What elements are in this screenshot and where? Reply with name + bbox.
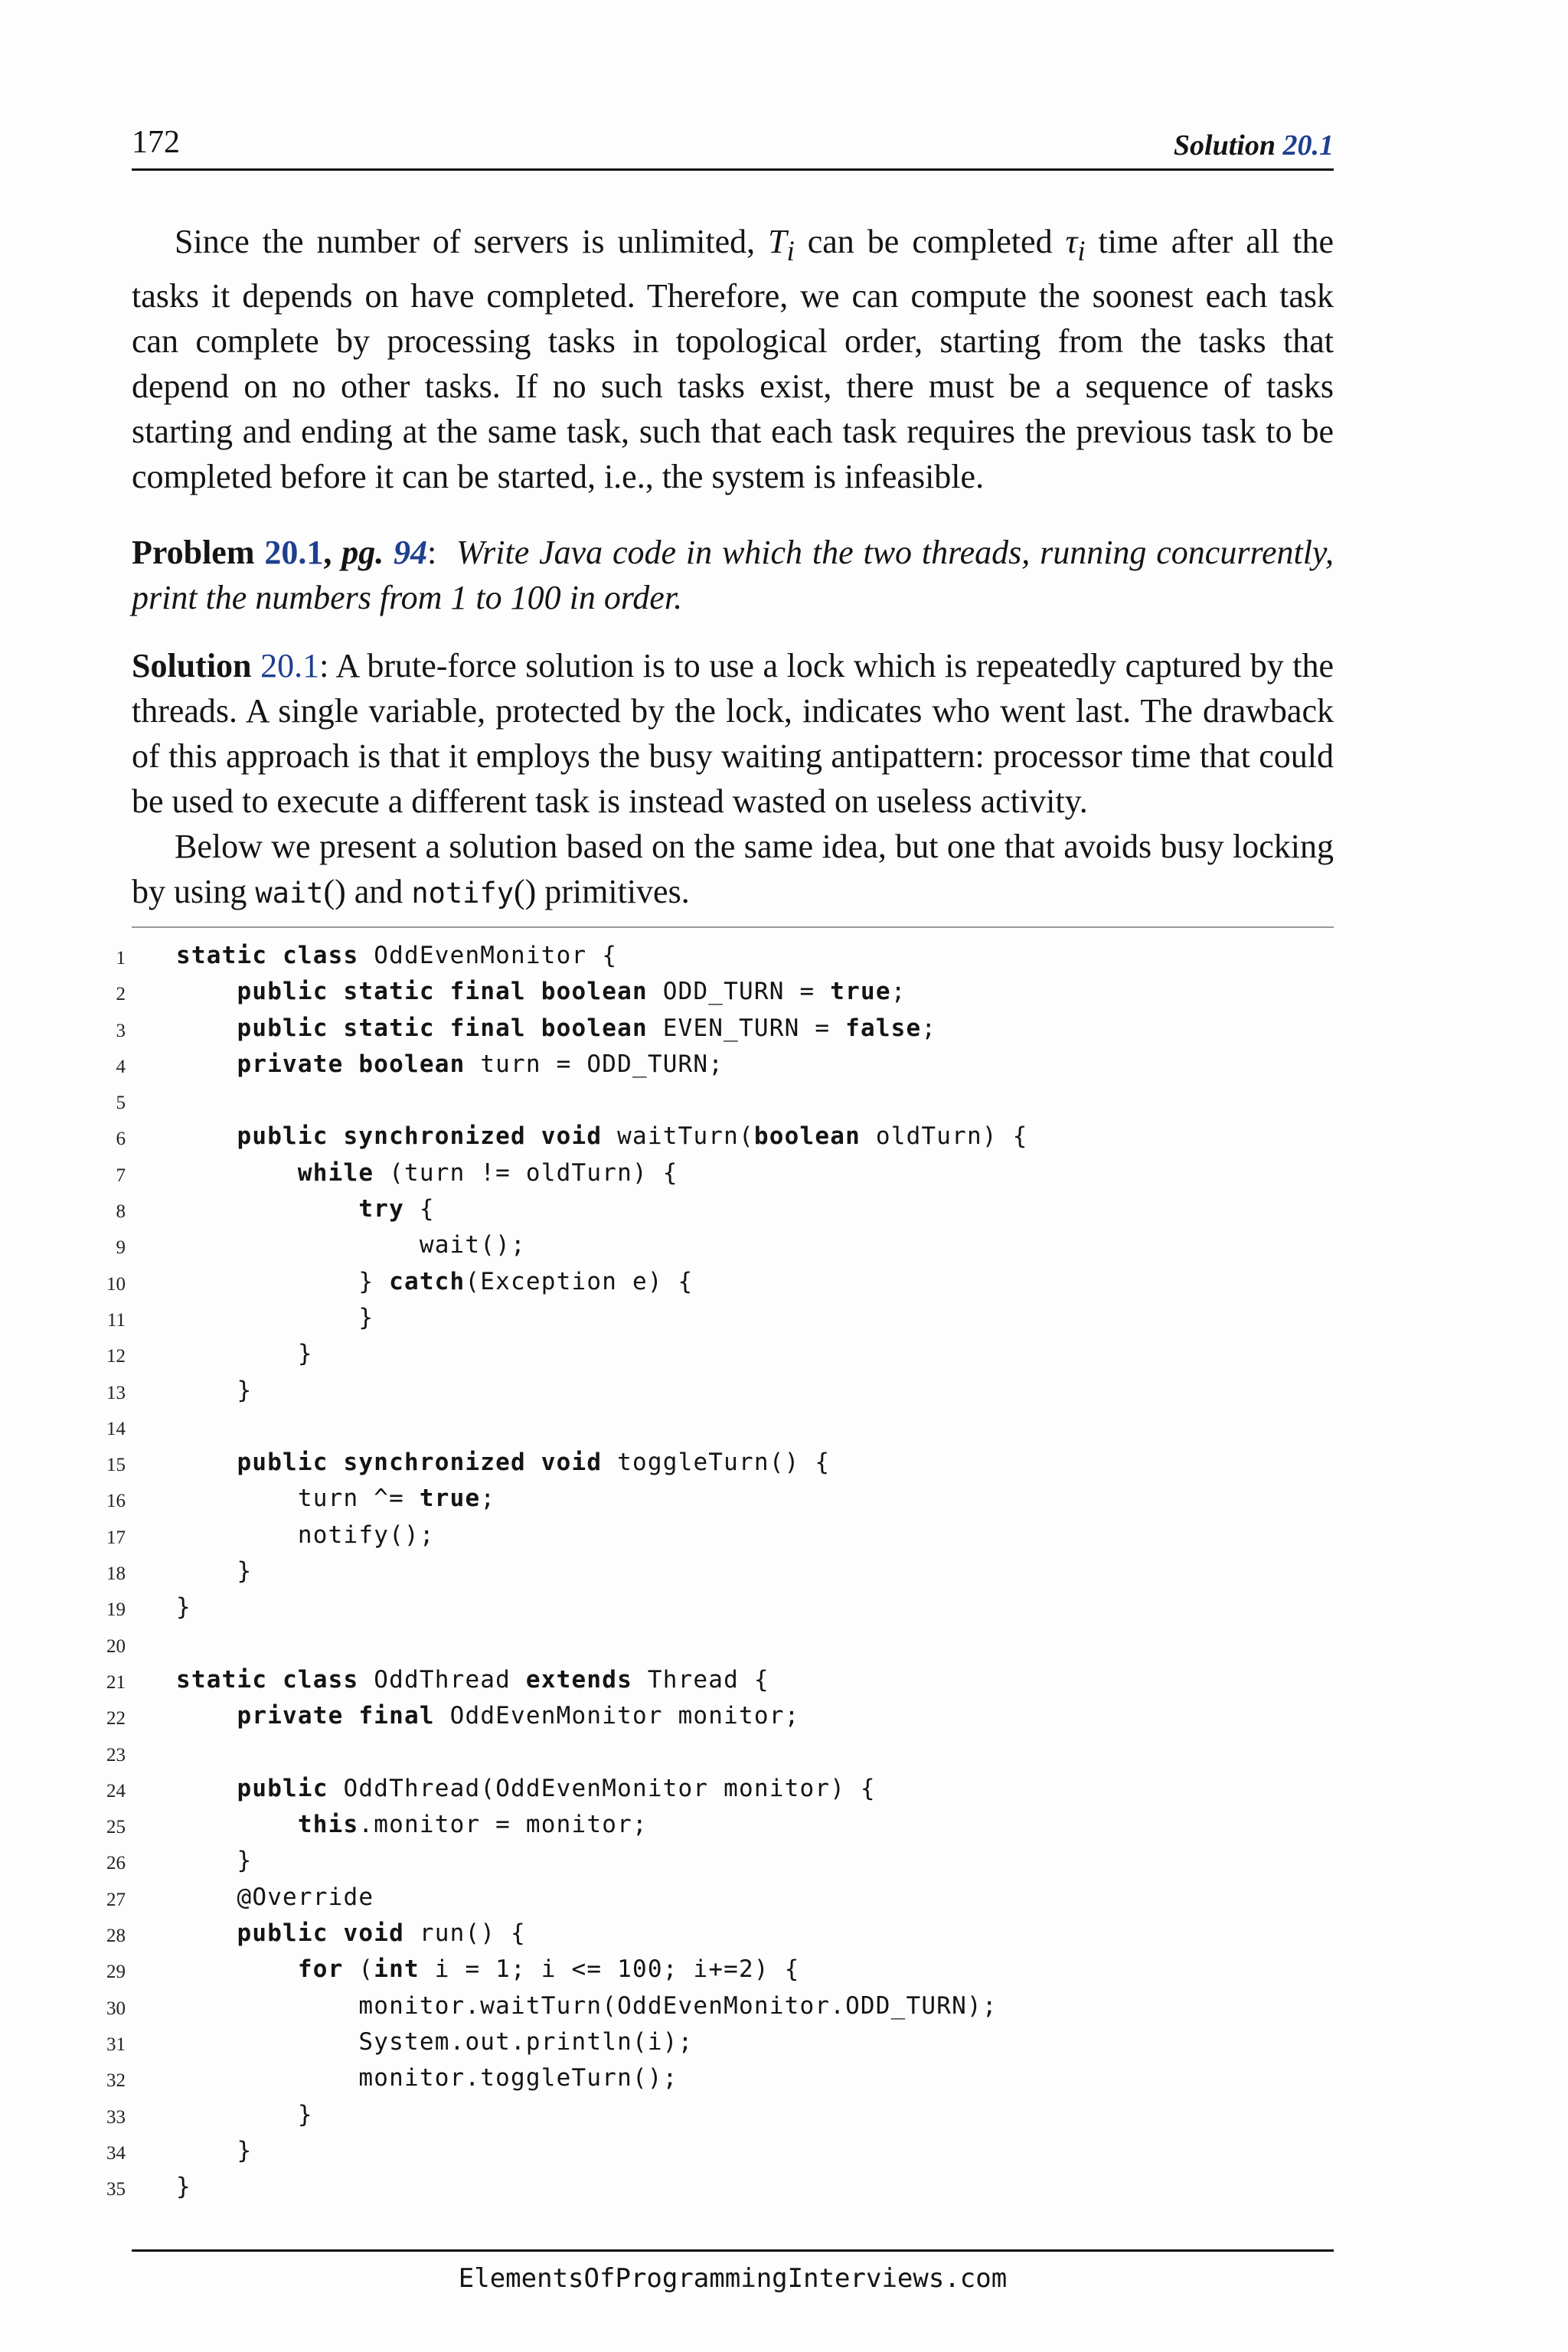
colon: : xyxy=(319,647,329,684)
code-line xyxy=(84,1915,1340,1951)
line-number: 25 xyxy=(106,1817,126,1838)
text-span: time after all the tasks it depends on have completed. Therefore, we can compute the soonest each task can complete by processing tasks in topological order, starting from the tasks that depend on no other tasks. If no such tasks exist, there must be a sequence of tasks starting and ending at the same task, such that each task requires the previous task to be completed before it can be started, i.e., the system is infeasible. xyxy=(132,223,1334,495)
code-text: } xyxy=(176,1340,313,1368)
code-line xyxy=(84,1517,1340,1553)
line-number: 26 xyxy=(106,1853,126,1874)
line-number: 10 xyxy=(106,1273,126,1295)
line-number: 18 xyxy=(106,1563,126,1585)
code-line xyxy=(84,1118,1340,1154)
code-line xyxy=(84,1879,1340,1915)
code-line xyxy=(84,1082,1340,1118)
code-line xyxy=(84,973,1340,1009)
code-top-rule xyxy=(132,926,1334,928)
code-line xyxy=(84,1408,1340,1444)
line-number: 13 xyxy=(106,1382,126,1403)
page-header xyxy=(132,122,1334,171)
code-text: monitor.toggleTurn(); xyxy=(358,2064,678,2092)
code-line xyxy=(84,937,1340,973)
code-line xyxy=(84,1589,1340,1625)
line-number: 12 xyxy=(106,1346,126,1367)
code-text: public synchronized void toggleTurn() { xyxy=(237,1449,831,1477)
line-number: 28 xyxy=(106,1926,126,1947)
line-number: 27 xyxy=(106,1889,126,1910)
code-text: try { xyxy=(358,1195,435,1223)
code-line xyxy=(84,1734,1340,1770)
code-text: turn ^= true; xyxy=(297,1485,496,1513)
code-text: } xyxy=(176,2173,191,2201)
page-ref-link[interactable]: 94 xyxy=(394,534,428,571)
colon: : xyxy=(427,534,437,571)
code-wait: wait xyxy=(255,877,324,910)
line-number: 7 xyxy=(116,1165,126,1186)
code-notify: notify xyxy=(411,877,514,910)
line-number: 4 xyxy=(116,1056,126,1077)
solution-body: A brute-force solution is to use a lock which is repeatedly captured by the threads. A single variable, protected by the lock, indicates who went last. The drawback of this approach is that it employs the busy waiting antipattern: processor time that could be used to execute a different task is instead wasted on useless activity. xyxy=(132,647,1334,820)
solution-text xyxy=(132,643,1334,916)
code-text: public void run() { xyxy=(237,1919,526,1948)
line-number: 19 xyxy=(106,1599,126,1621)
line-number: 31 xyxy=(106,2034,126,2055)
running-head xyxy=(1174,129,1334,162)
code-line xyxy=(84,1263,1340,1299)
code-text: wait(); xyxy=(419,1231,526,1259)
code-text: System.out.println(i); xyxy=(358,2027,694,2056)
line-number: 21 xyxy=(106,1671,126,1693)
line-number: 20 xyxy=(106,1635,126,1657)
code-line xyxy=(84,1697,1340,1733)
code-text: public static final boolean ODD_TURN = true; xyxy=(237,978,906,1006)
code-line xyxy=(84,1480,1340,1516)
line-number: 35 xyxy=(106,2179,126,2200)
line-number: 6 xyxy=(116,1129,126,1150)
problem-ref-link[interactable]: 20.1 xyxy=(264,534,324,571)
code-text: } xyxy=(176,1376,253,1404)
code-text: while (turn != oldTurn) { xyxy=(297,1158,678,1187)
code-line xyxy=(84,1191,1340,1227)
code-line xyxy=(84,1444,1340,1480)
line-number: 5 xyxy=(116,1093,126,1114)
line-number: 3 xyxy=(116,1020,126,1041)
code-text: notify(); xyxy=(297,1521,435,1549)
running-head-ref-link[interactable]: 20.1 xyxy=(1282,129,1334,162)
line-number: 23 xyxy=(106,1744,126,1766)
line-number: 30 xyxy=(106,1998,126,2019)
code-text: public static final boolean EVEN_TURN = false; xyxy=(237,1014,937,1042)
text-span: () and xyxy=(323,873,412,910)
code-line xyxy=(84,1842,1340,1878)
paragraph-topological xyxy=(132,219,1334,499)
text-span: Since the number of servers is unlimited, xyxy=(175,223,769,260)
solution-ref-link[interactable]: 20.1 xyxy=(260,647,320,684)
line-number: 34 xyxy=(106,2142,126,2164)
line-number: 24 xyxy=(106,1780,126,1802)
code-text: } xyxy=(176,1593,191,1622)
code-line xyxy=(84,1661,1340,1697)
code-line xyxy=(84,1299,1340,1335)
line-number: 17 xyxy=(106,1527,126,1548)
code-line xyxy=(84,1335,1340,1371)
line-number: 9 xyxy=(116,1237,126,1259)
line-number: 8 xyxy=(116,1201,126,1223)
line-number: 11 xyxy=(106,1309,126,1331)
code-line xyxy=(84,2168,1340,2204)
code-line xyxy=(84,1372,1340,1408)
code-text: } xyxy=(176,1303,374,1331)
code-line xyxy=(84,1553,1340,1589)
code-line xyxy=(84,1046,1340,1082)
code-line xyxy=(84,1155,1340,1191)
text-span: () primitives. xyxy=(513,873,690,910)
line-number: 2 xyxy=(116,984,126,1005)
code-text: } xyxy=(176,1557,253,1586)
math-T: $T_i$ xyxy=(768,223,795,266)
math-tau: $\tau_i$ xyxy=(1065,223,1086,266)
page-number: 172 xyxy=(132,125,180,160)
code-line xyxy=(84,1227,1340,1263)
code-text: this.monitor = monitor; xyxy=(297,1811,648,1839)
code-line xyxy=(84,1951,1340,1987)
line-number: 29 xyxy=(106,1962,126,1983)
line-number: 22 xyxy=(106,1708,126,1730)
comma: , xyxy=(323,534,332,571)
code-text: static class OddEvenMonitor { xyxy=(176,942,618,969)
code-line xyxy=(84,1625,1340,1661)
code-text: } xyxy=(176,1847,253,1875)
solution-label: Solution xyxy=(132,647,252,684)
code-line xyxy=(84,1806,1340,1842)
code-line xyxy=(84,2060,1340,2096)
code-line xyxy=(84,2024,1340,2060)
text-span: Below we present a solution based on the same idea, but one that avoids busy locking by using xyxy=(132,828,1334,910)
line-number: 15 xyxy=(106,1455,126,1476)
code-line xyxy=(84,1010,1340,1046)
code-text: } xyxy=(176,2136,253,2164)
code-line xyxy=(84,2096,1340,2132)
code-line xyxy=(84,1770,1340,1806)
problem-statement xyxy=(132,530,1334,620)
code-text: private boolean turn = ODD_TURN; xyxy=(237,1050,724,1078)
line-number: 32 xyxy=(106,2070,126,2092)
footer-site: ElementsOfProgrammingInterviews.com xyxy=(458,2263,1008,2294)
code-text: @Override xyxy=(176,1883,374,1911)
code-text: private final OddEvenMonitor monitor; xyxy=(237,1702,800,1730)
line-number: 14 xyxy=(106,1418,126,1439)
code-text: } xyxy=(176,2100,313,2128)
problem-label: Problem xyxy=(132,534,255,571)
footer-rule xyxy=(132,2249,1334,2252)
problem-text: Write Java code in which the two threads, running concurrently, print the numbers from 1 to 100 in order. xyxy=(132,534,1334,616)
code-text: for (int i = 1; i <= 100; i+=2) { xyxy=(297,1955,800,1984)
code-text: public synchronized void waitTurn(boolean oldTurn) { xyxy=(237,1122,1028,1151)
code-listing xyxy=(84,937,1340,2204)
text-span: can be completed xyxy=(794,223,1066,260)
line-number: 16 xyxy=(106,1491,126,1512)
line-number: 1 xyxy=(116,948,126,969)
code-text: monitor.waitTurn(OddEvenMonitor.ODD_TURN); xyxy=(358,1991,998,2020)
line-number: 33 xyxy=(106,2106,126,2128)
code-text: static class OddThread extends Thread { xyxy=(176,1665,769,1694)
code-text: } catch(Exception e) { xyxy=(176,1267,694,1295)
code-line xyxy=(84,1988,1340,2024)
running-head-label: Solution xyxy=(1173,129,1276,162)
code-line xyxy=(84,2132,1340,2168)
page-label: pg. xyxy=(341,534,384,571)
code-text: public OddThread(OddEvenMonitor monitor) { xyxy=(237,1774,876,1802)
